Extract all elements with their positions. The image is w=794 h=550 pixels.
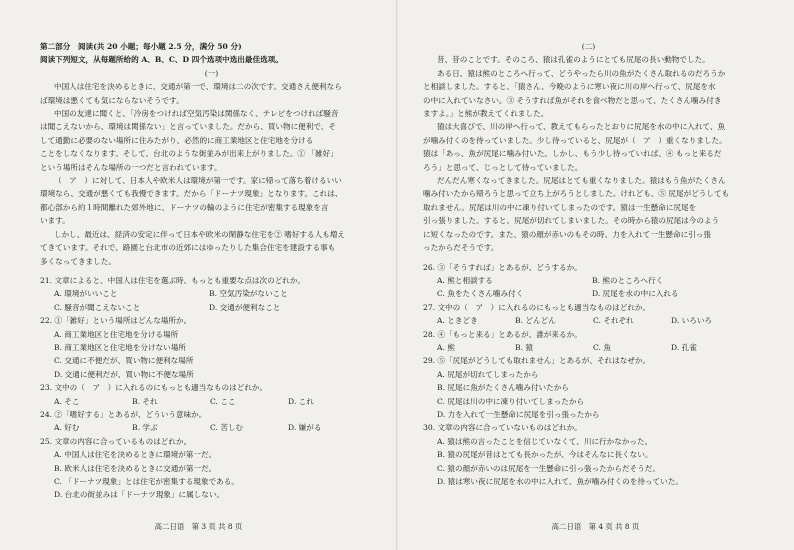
- answer-option[interactable]: A. 熊: [437, 342, 455, 352]
- option-row: [423, 381, 754, 394]
- passage-line: と相談しました。すると、「猿さん、今晩のように寒い夜に川の岸へ行って、尻尾を水: [423, 82, 716, 92]
- answer-option[interactable]: B. どんどん: [515, 316, 556, 326]
- passage-line: 取れません。尻尾は川の中に凍り付いてしまったのです。猿は一生懸命に尻尾を: [423, 202, 697, 212]
- answer-option[interactable]: B. 学ぶ: [132, 423, 158, 433]
- answer-option[interactable]: A. ときどき: [437, 316, 478, 326]
- question-stem: 27. 文中の（ ア ）に入れるのにもっとも適当なものはどれか。: [423, 302, 651, 312]
- answer-option[interactable]: A. 好む: [54, 423, 80, 433]
- question-stem: 21. 文章によると、中国人は住宅を選ぶ時、もっとも重要な点は次のどれか。: [40, 275, 306, 285]
- answer-option[interactable]: B. 熊のところへ行く: [592, 275, 664, 285]
- answer-option[interactable]: D. 台北の街並みは「ドーナツ現象」に属しない。: [54, 490, 225, 500]
- option-row: [423, 448, 754, 461]
- option-row: [423, 395, 754, 408]
- answer-option[interactable]: B. 商工業地区と住宅地を分けない場所: [54, 342, 186, 352]
- passage-line: ある日、猿は熊のところへ行って、どうやったら川の魚がたくさん取れるのだろうか: [437, 68, 726, 78]
- option-row: [423, 368, 754, 381]
- section-title: 第二部分 阅读(共 20 小题；每小题 2.5 分，满分 50 分): [40, 42, 242, 51]
- answer-option[interactable]: D. 交通に便利だが、買い物に不便な場所: [54, 369, 194, 379]
- question-block: [40, 381, 383, 408]
- passage-title: (二): [581, 42, 596, 51]
- answer-option[interactable]: D. 交通が便利なこと: [209, 302, 281, 312]
- passage-line: てきています。それで、路園と台北市の近郊にはゆったりした集合住宅を建設する事も: [40, 243, 336, 253]
- question-block: [423, 261, 754, 301]
- question-stem: 23. 文中の（ ア ）に入れるのにもっとも適当なものはどれか。: [40, 383, 268, 393]
- answer-option[interactable]: C. 猿の顔が赤いのは尻尾を一生懸命に引っ張ったからだそうだ。: [437, 463, 660, 473]
- option-row: [423, 314, 754, 327]
- answer-option[interactable]: D. 嫌がる: [288, 423, 322, 433]
- question-stem: 30. 文章の内容に合っていないものはどれか。: [423, 423, 582, 433]
- answer-option[interactable]: B. 尻尾に魚がたくさん噛み付いたから: [437, 383, 569, 393]
- answer-option[interactable]: D. 力を入れて一生懸命に尻尾を引っ張ったから: [437, 409, 600, 419]
- question-stem: 25. 文章の内容に合っているものはどれか。: [40, 436, 192, 446]
- question-stem: 24. ②「嗜好する」とあるが、どういう意味か。: [40, 409, 207, 419]
- question-stem: 22. ①「雑好」という場所はどんな場所か。: [40, 316, 192, 326]
- passage-line: して通勤に必要のない場所に住みたがり、必然的に商工業地区と住宅地を分ける: [40, 135, 314, 145]
- answer-option[interactable]: D. これ: [288, 396, 314, 406]
- question-list-1: [40, 274, 383, 502]
- option-row: [40, 488, 383, 501]
- passage-line: に短くなったのです。また、猿の顔が赤いのもその時、力を入れて一生懸命に引っ張: [423, 229, 711, 239]
- passage-line: ば環境は悪くても気にならないそうです。: [40, 95, 184, 105]
- passage-line: 都心部から約１時間離れた郊外地に、ドーナツの輪のように住宅が密集する現象を言: [40, 202, 329, 212]
- page-footer-left: 高二日语 第 3 页 共 8 页: [154, 522, 243, 531]
- passage-2: [423, 53, 754, 254]
- right-page: [397, 0, 794, 550]
- passage-line: 中国人は住宅を決めるときに、交通が第一で、環境は二の次です。交通さえ便利なら: [54, 82, 342, 92]
- question-block: [40, 274, 383, 314]
- passage-title: (一): [204, 68, 219, 78]
- answer-option[interactable]: C. 苦しむ: [210, 423, 244, 433]
- answer-option[interactable]: C. それぞれ: [593, 316, 634, 326]
- answer-option[interactable]: D. 尻尾を水の中に入れる: [592, 289, 679, 299]
- option-row: [40, 475, 383, 488]
- question-block: [40, 408, 383, 435]
- passage-line: 猿は大喜びで、川の岸へ行って、教えてもらったとおりに尻尾を水の中に入れて、魚: [437, 122, 726, 132]
- passage-line: 引っ張りました。すると、尻尾が切れてしまいました。その時から猿の尻尾は今のよう: [423, 216, 720, 226]
- option-row: [423, 341, 754, 354]
- passage-line: 噛み付いたから帰ろうと思って立ち上がろうとしました。けれども、⑤ 尻尾がどうしても: [423, 189, 730, 199]
- passage-line: は聞こえないから、環境は関係ない」と言っていました。だから、買い物に便利で、そ: [40, 122, 336, 132]
- passage-line: ろう」と思って、じっとして待っていました。: [423, 162, 583, 172]
- answer-option[interactable]: B. 猿: [515, 342, 534, 352]
- question-block: [40, 435, 383, 502]
- option-row: [423, 435, 754, 448]
- passage-line: 環境なら、交通が悪くても我慢できます。だから「ドーナツ現象」となります。これは、: [40, 189, 343, 199]
- answer-option[interactable]: A. 熊と相談する: [437, 275, 493, 285]
- option-row: [40, 368, 383, 381]
- option-row: [40, 287, 383, 300]
- answer-option[interactable]: C. 交通に不便だが、買い物に便利な場所: [54, 356, 194, 366]
- passage-line: 中国の友達に聞くと、「冷房をつければ空気汚染は関係なく、テレビをつければ騒音: [54, 109, 339, 119]
- option-row: [423, 408, 754, 421]
- question-block: [423, 354, 754, 421]
- answer-option[interactable]: C. ここ: [210, 396, 236, 406]
- option-row: [40, 301, 383, 314]
- option-row: [40, 354, 383, 367]
- answer-option[interactable]: B. 欧米人は住宅を決めるときに交通が第一だ。: [54, 463, 217, 473]
- passage-line: ますよ。」と熊が教えてくれました。: [423, 109, 549, 119]
- option-row: [423, 462, 754, 475]
- passage-line: だんだん寒くなってきました。尻尾はとても重くなりました。猿はもう魚がたくさん: [437, 176, 726, 186]
- answer-option[interactable]: B. 猿の尻尾が昔はとても長かったが、今はそんなに長くない。: [437, 450, 653, 460]
- answer-option[interactable]: A. 尻尾が切れてしまったから: [437, 369, 539, 379]
- question-block: [423, 421, 754, 488]
- answer-option[interactable]: C. 「ドーナツ現象」とは住宅が密集する現象である。: [54, 477, 239, 486]
- passage-1: [40, 80, 383, 268]
- answer-option[interactable]: D. 孔雀: [671, 342, 697, 352]
- passage-line: （ ア ）に対して、日本人や欧米人は環境が第一です。家に帰って落ち着けるいい: [54, 176, 342, 186]
- passage-line: 多くなってきました。: [40, 256, 116, 266]
- answer-option[interactable]: C. 騒音が聞こえないこと: [54, 302, 141, 312]
- option-row: [40, 448, 383, 461]
- instruction: 阅读下列短文，从每题所给的 A、B、C、D 四个选项中选出最佳选项。: [40, 55, 283, 65]
- option-row: [423, 287, 754, 300]
- answer-option[interactable]: C. 魚: [593, 342, 611, 352]
- option-row: [423, 274, 754, 287]
- answer-option[interactable]: A. 中国人は住宅を決めるときに環境が第一だ。: [54, 450, 217, 460]
- answer-option[interactable]: B. それ: [132, 396, 158, 406]
- answer-option[interactable]: D. いろいろ: [671, 316, 713, 326]
- question-stem: 26. ③「そうすれば」とあるが、どうするか。: [423, 262, 582, 272]
- answer-option[interactable]: A. 猿は熊の言ったことを信じていなくて、川に行かなかった。: [437, 436, 653, 446]
- option-row: [40, 395, 383, 408]
- option-row: [423, 475, 754, 488]
- passage-line: という場所はそんな場所の一つだと言われています。: [40, 162, 222, 172]
- question-stem: 29. ⑤「尻尾がどうしても取れません」とあるが、それはなぜか。: [423, 356, 651, 366]
- passage-line: しかし、最近は、経済の安定に伴って日本や欧米の閑静な住宅を② 嗜好する人も増え: [54, 229, 345, 239]
- passage-line: います。: [40, 216, 70, 226]
- option-row: [40, 421, 383, 434]
- option-row: [40, 328, 383, 341]
- question-block: [423, 301, 754, 328]
- answer-option[interactable]: A. 環境がいいこと: [54, 289, 118, 299]
- answer-option[interactable]: C. 魚をたくさん噛み付く: [437, 289, 524, 299]
- passage-line: 猿は「あっ、魚が尻尾に噛み付いた。しかし、もう少し待っていれば、④ もっと来るだ: [423, 149, 722, 159]
- question-block: [423, 328, 754, 355]
- answer-option[interactable]: A. 商工業地区と住宅地を分ける場所: [54, 329, 179, 339]
- answer-option[interactable]: B. 空気汚染がないこと: [209, 289, 288, 299]
- passage-line: の中に入れていなさい。③ そうすれば魚がそれを食べ物だと思って、たくさん噛み付き: [423, 95, 722, 105]
- page-footer-right: 高二日语 第 4 页 共 8 页: [551, 522, 640, 531]
- option-row: [40, 462, 383, 475]
- option-row: [40, 341, 383, 354]
- answer-option[interactable]: A. そこ: [54, 396, 80, 406]
- passage-line: ったからだそうです。: [423, 243, 499, 253]
- passage-line: ことをしなくなります。そして、台北のような街並みが出来上がりました。① 「雑好」: [40, 149, 338, 159]
- answer-option[interactable]: D. 猿は寒い夜に尻尾を水の中に入れて、魚が噛み付くのを待っていた。: [437, 477, 683, 486]
- question-list-2: [423, 261, 754, 489]
- question-block: [40, 314, 383, 381]
- passage-line: 昔、昔のことです。そのころ、猿は孔雀のようにとても尻尾の長い動物でした。: [437, 55, 710, 65]
- question-stem: 28. ④「もっと来る」とあるが、誰が来るか。: [423, 329, 582, 339]
- answer-option[interactable]: C. 尻尾は川の中に凍り付いてしまったから: [437, 396, 585, 406]
- passage-line: が噛み付くのを待っていました。少し待っていると、尻尾が（ ア ）重くなりました。: [423, 135, 727, 145]
